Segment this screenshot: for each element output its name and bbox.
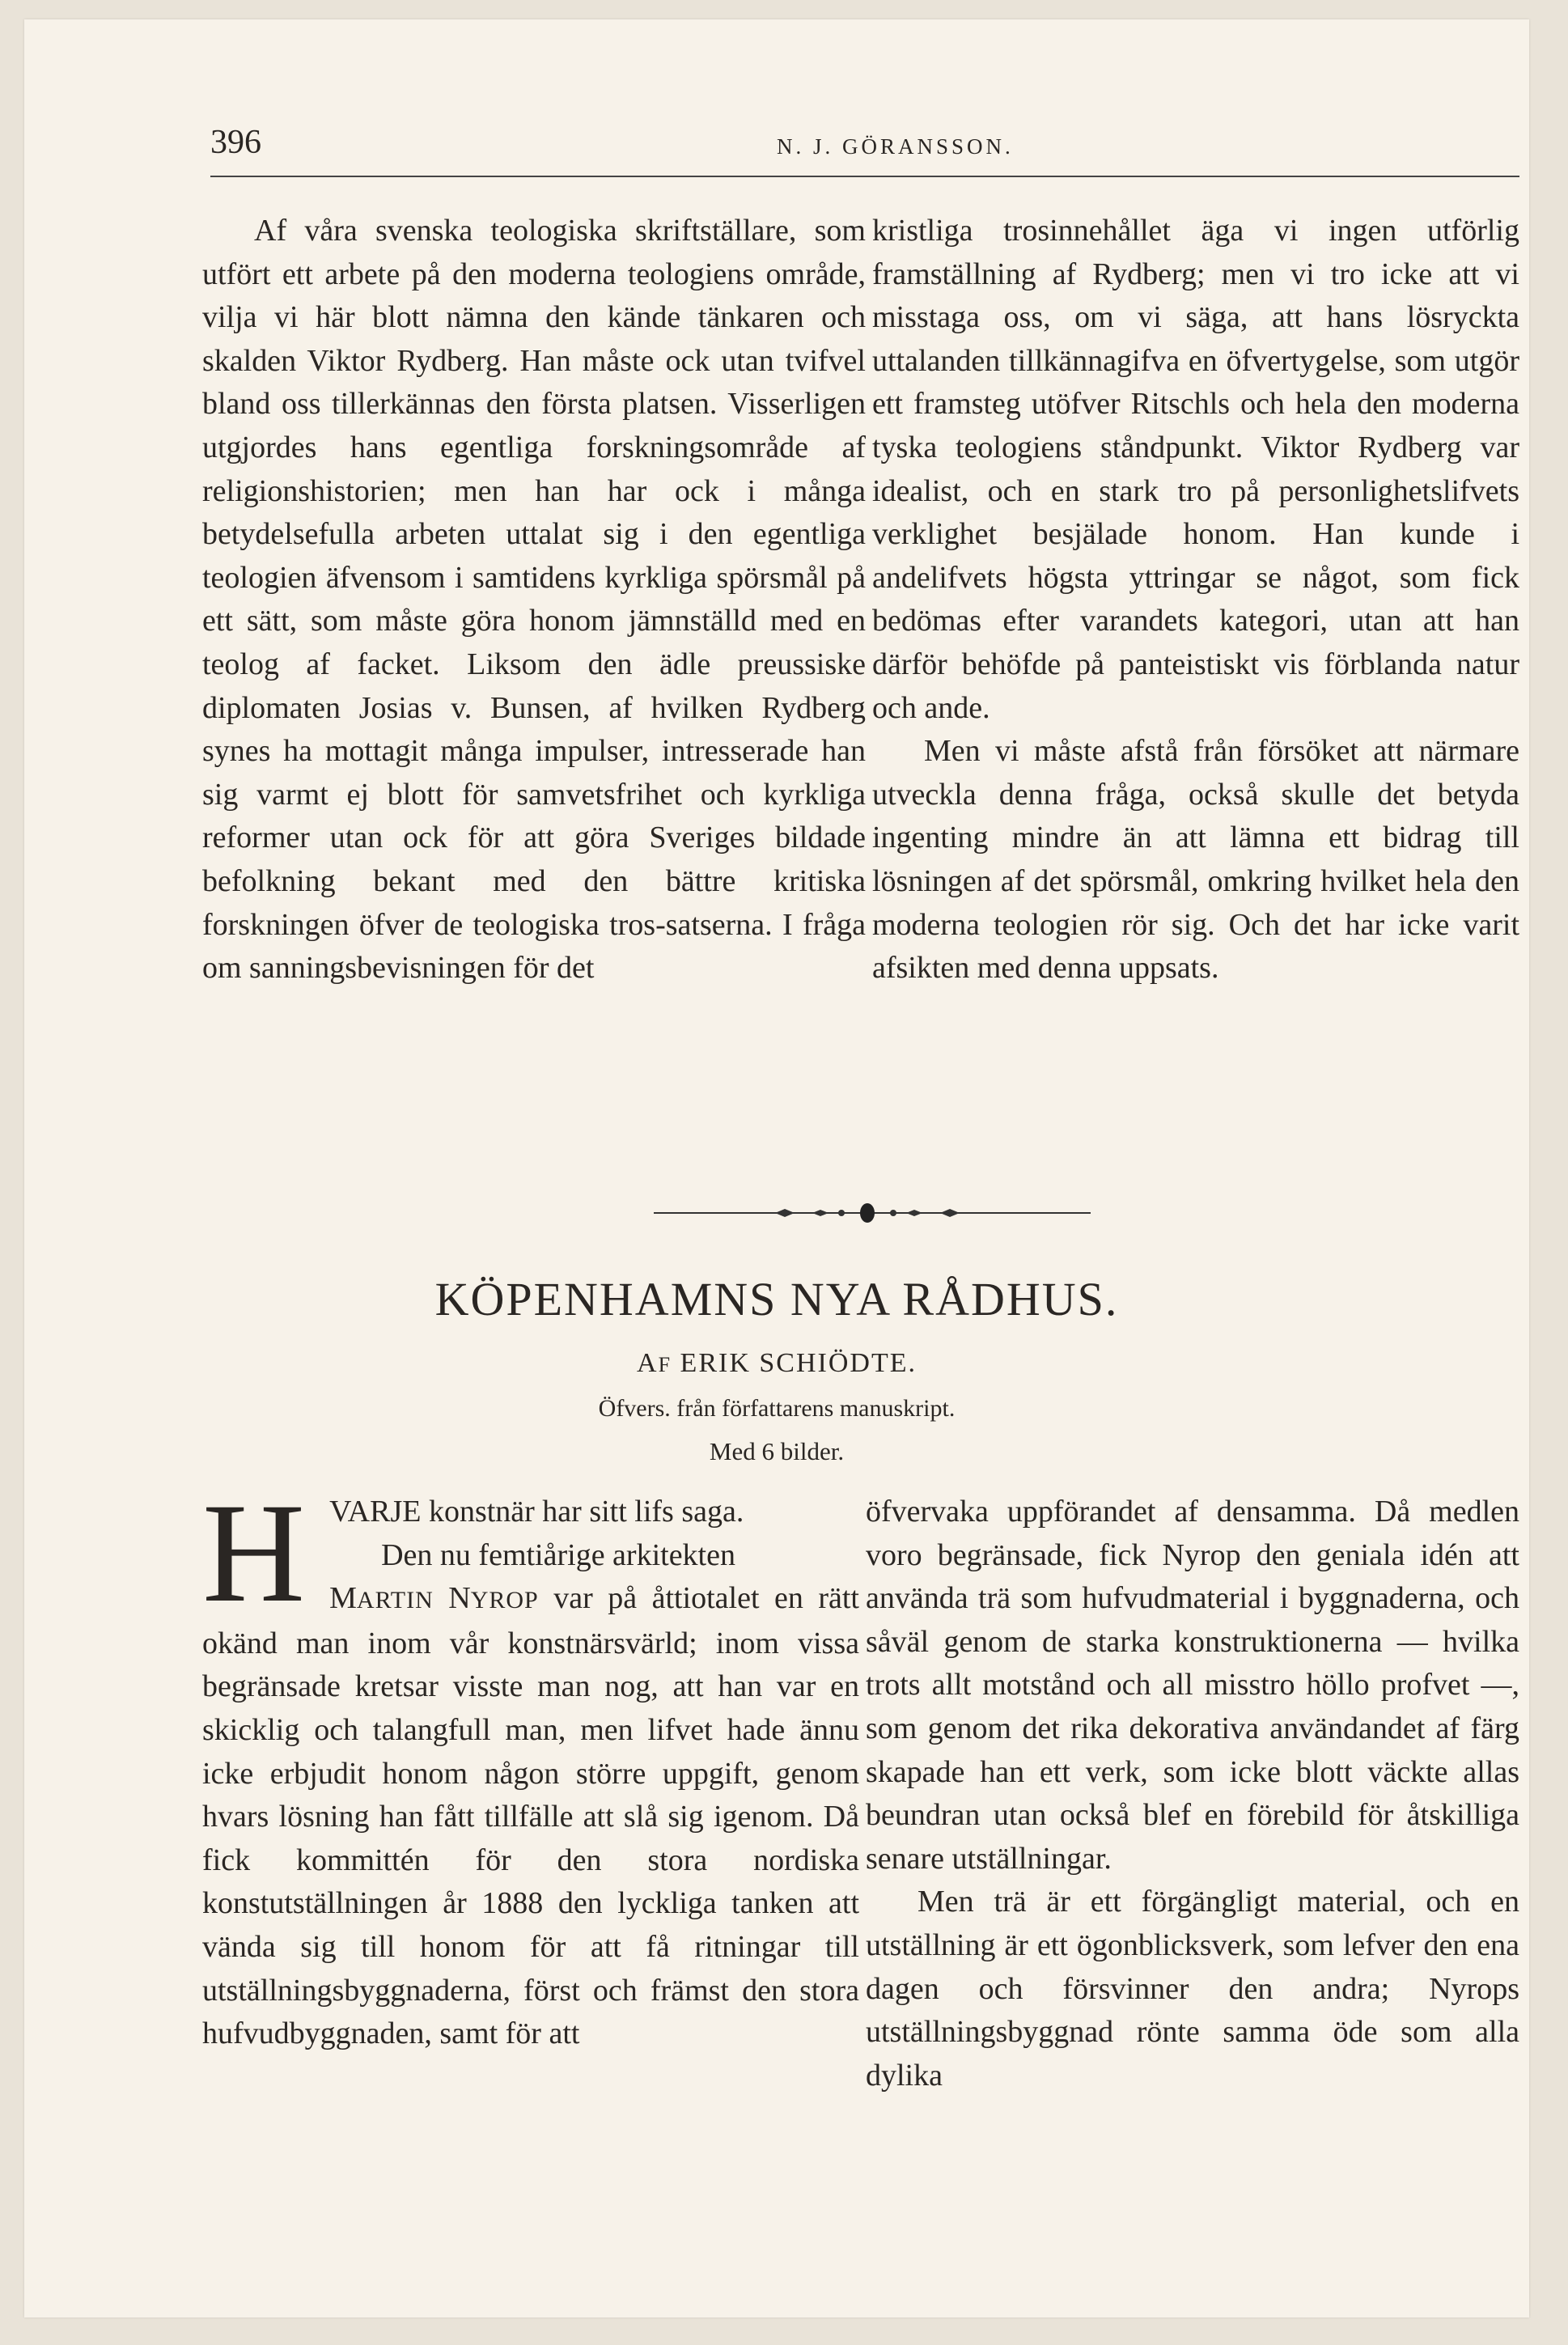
translation-note: Öfvers. från författarens manuskript. bbox=[598, 1395, 956, 1422]
page-number: 396 bbox=[210, 124, 261, 161]
name-n: N bbox=[448, 1581, 471, 1616]
article1-paragraph: Men vi måste afstå från försöket att närmare utveckla denna fråga, också skulle det betyda ingenting mindre än att lämna ett bidrag till lösningen af det spörsmål, omkring hvilket hela den moderna teologien rör sig. Och det har icke varit afsikten med denna uppsats. bbox=[872, 734, 1519, 986]
article2-left-column bbox=[202, 1474, 859, 2056]
article1-paragraph: Af våra svenska teologiska skriftställare, som utfört ett arbete på den moderna teologiens område, vilja vi här blott nämna den kände tänkaren och skalden Viktor Rydberg. Han måste ock utan tvifvel bland oss tillerkännas den första platsen. Visserligen utgjordes hans egentliga forskningsområde af religionshistorien; men han har ock i många betydelsefulla arbeten uttalat sig i den egentliga teologien äfvensom i samtidens kyrkliga spörsmål på ett sätt, som måste göra honom jämnställd med en teolog af facket. Liksom den ädle preussiske diplomaten Josias v. Bunsen, af hvilken Rydberg synes ha mottagit många impulser, intresserade han sig varmt ej blott för samvetsfrihet och kyrkliga reformer utan ock för att göra Sveriges bildade befolkning bekant med den bättre kritiska forskningen öfver de teologiska tros-satserna. I fråga om sanningsbevisningen för det bbox=[202, 214, 866, 986]
article2-paragraph: öfvervaka uppförandet af densamma. Då medlen voro begränsade, fick Nyrop den geniala idén att använda trä som hufvudmaterial i byggnaderna, och såväl genom de starka konstruktionerna — hvilka trots allt motstånd och all misstro höllo profvet —, som genom det rika dekorativa användandet af färg skapade han ett verk, som icke blott väckte allas beundran utan också blef en förebild för åtskilliga senare utställningar. bbox=[866, 1495, 1519, 1876]
paragraph-rest: var på åttiotalet en rätt okänd man inom vår konstnärsvärld; inom vissa begränsade kretsar visste man nog, att han var en skicklig och talangfull man, men lifvet hade ännu icke erbjudit honom någon större uppgift, genom hvars lösning han fått tillfälle att slå sig igenom. Då fick kommittén för den stora nordiska konstutställningen år 1888 den lyckliga tanken att vända sig till honom för att få ritningar till utställningsbyggnaderna, först och främst den stora hufvudbyggnaden, samt för att bbox=[202, 1581, 859, 2051]
byline-prefix-initial: A bbox=[637, 1348, 659, 1378]
page-header bbox=[210, 123, 1521, 172]
section-divider-ornament bbox=[654, 1197, 1091, 1229]
article1-right-column bbox=[872, 210, 1519, 990]
name-artin: ARTIN bbox=[356, 1587, 434, 1614]
article2-byline bbox=[24, 1348, 1529, 1379]
drop-cap: H bbox=[202, 1474, 306, 1632]
name-m: M bbox=[329, 1581, 357, 1616]
opening-text: VARJE konstnär har sitt lifs saga. bbox=[329, 1495, 744, 1529]
article1-paragraph: kristliga trosinnehållet äga vi ingen utförlig framställning af Rydberg; men vi tro icke att vi misstaga oss, om vi säga, att hans lösryckta uttalanden tillkännagifva en öfvertygelse, som utgör ett framsteg utöfver Ritschls och hela den moderna tyska teologiens ståndpunkt. Viktor Rydberg var idealist, och en stark tro på personlighetslifvets verklighet besjälade honom. Han kunde i andelifvets högsta yttringar se något, som fick bedömas efter varandets kategori, utan att han därför behöfde på panteistiskt vis förblanda natur och ande. bbox=[872, 214, 1519, 725]
byline-prefix-rest: F bbox=[658, 1353, 672, 1376]
article2-right-column bbox=[866, 1491, 1519, 2097]
running-head: N. J. GÖRANSSON. bbox=[777, 134, 1014, 159]
article2-paragraph: Men trä är ett förgängligt material, och en utställning är ett ögonblicksverk, som lefver den ena dagen och försvinner den andra; Nyrops utställningsbyggnad rönte samma öde som alla dylika bbox=[866, 1885, 1519, 2093]
paragraph-start: Den nu femtiårige arkitekten bbox=[381, 1537, 735, 1572]
header-rule bbox=[210, 176, 1519, 177]
name-yrop: YROP bbox=[470, 1587, 539, 1614]
article2-title: KÖPENHAMNS NYA RÅDHUS. bbox=[434, 1273, 1119, 1325]
page bbox=[24, 19, 1529, 2317]
article1-left-column bbox=[202, 210, 866, 990]
images-note: Med 6 bilder. bbox=[709, 1437, 845, 1465]
byline-author: ERIK SCHIÖDTE. bbox=[680, 1348, 917, 1378]
